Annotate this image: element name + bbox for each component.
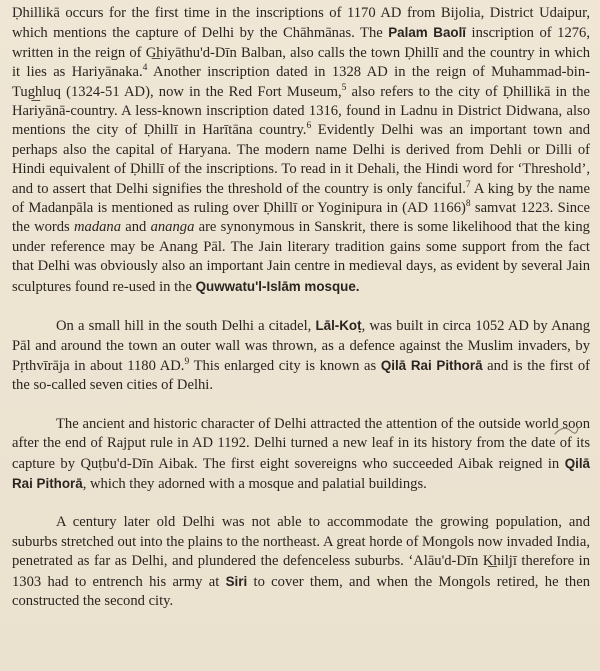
text-run: and (121, 219, 151, 236)
text-run: A king by the name of Madanpāla is mentioned as ruling over Ḍhillī or Yoginipura in (AD 1166) (12, 180, 590, 217)
text-run: are synonymous in Sanskrit, there is some likelihood that the king under reference may be Anang Pāl. The Jain literary tradition gains some support from the fact that Delhi was obviously also an important Jain centre in medieval days, as evident by several Jain sculptures found re-used in the (12, 219, 590, 295)
footnote-marker: 7 (465, 179, 471, 190)
italic-term: ananga (150, 219, 195, 236)
text-run: , which they adorned with a mosque and palatial buildings. (82, 475, 427, 492)
footnote-marker: 5 (341, 82, 347, 93)
text-run: to cover them, and when the Mongols retired, he then constructed the second city. (12, 573, 590, 609)
text-run: A century later old Delhi was not able to accommodate the growing population, and suburbs stretched out into the plains to the northeast. A great horde of Mongols now invaded India, penetrated as far as Delhi, and plundered the defenceless suburbs. ‘Alāu'd-Dīn K͟hiljī therefore in 1303 had to entrench his army at (12, 514, 590, 590)
paragraph-gap (12, 297, 590, 316)
footnote-marker: 4 (142, 63, 148, 74)
text-run: and is the first of the so-called seven cities of Delhi. (12, 357, 591, 394)
bold-term: Palam Baolī (388, 25, 467, 41)
footnote-marker: 6 (306, 121, 312, 132)
text-run: inscription of 1276, written in the reign of G͟hiyāthu'd-Dīn Balban, also calls the town Ḍhillī and the country in which it lies as Hariyānaka. (12, 25, 590, 81)
paragraph-historic-character (12, 415, 590, 495)
text-run: The ancient and historic character of Delhi attracted the attention of the outside world soon after the end of Rajput rule in AD 1192. Delhi turned a new leaf in its history from the date of its capture by Quṭbu'd-Dīn Aibak. The first eight sovereigns who succeeded Aibak reigned in (12, 415, 590, 472)
bold-term: Lāl-Koṭ (315, 318, 362, 334)
text-run: Ḍhillikā occurs for the first time in the inscriptions of 1170 AD from Bijolia, District Udaipur, which mentions the capture of Delhi by the Chāhmānas. The (12, 5, 590, 42)
paragraph-dhillika-inscriptions (12, 4, 590, 297)
paragraph-gap (12, 494, 590, 513)
text-run: On a small hill in the south Delhi a citadel, (56, 318, 316, 335)
paragraph-gap (12, 396, 590, 415)
text-run: also refers to the city of Ḍhillikā in the Hariyānā-country. A less-known inscription dated 1316, found in Ladnu in District Didwana, also mentions the city of Ḍhillī in Harītāna country. (12, 83, 590, 139)
text-run: samvat 1223. Since the words (12, 200, 591, 236)
text-run: Another inscription dated in 1328 AD in the reign of Muhammad-bin-Tug͟hluq (1324-51 AD), now in the Red Fort Museum, (12, 64, 590, 100)
italic-term: madana (73, 219, 122, 236)
paragraph-century-later (12, 513, 590, 611)
bold-term: Qilā Rai Pithorā (12, 455, 590, 491)
bold-term: Siri (225, 573, 248, 589)
bold-term: Qilā Rai Pithorā (380, 357, 483, 373)
paragraph-lal-kot (12, 316, 590, 396)
text-run: , was built in circa 1052 AD by Anang Pāl and around the town an outer wall was thrown, as a defence against the Muslim invaders, by Pṛthvīrāja in about 1180 AD. (12, 318, 590, 374)
footnote-marker: 8 (465, 199, 471, 210)
footnote-marker: 9 (184, 357, 190, 368)
text-run: Evidently Delhi was an important town and perhaps also the capital of Haryana. The modern name Delhi is derived from Dehli or Dilli of Hindi equivalent of Ḍhillī of the inscriptions. To read in it Dehali, the Hindi word for ‘Threshold’, and to assert that Delhi signifies the threshold of the country is only fanciful. (12, 122, 590, 197)
bold-term: Quwwatu'l-Islām mosque. (195, 278, 360, 294)
pencil-mark-icon (553, 425, 579, 437)
text-run: This enlarged city is known as (189, 357, 381, 374)
